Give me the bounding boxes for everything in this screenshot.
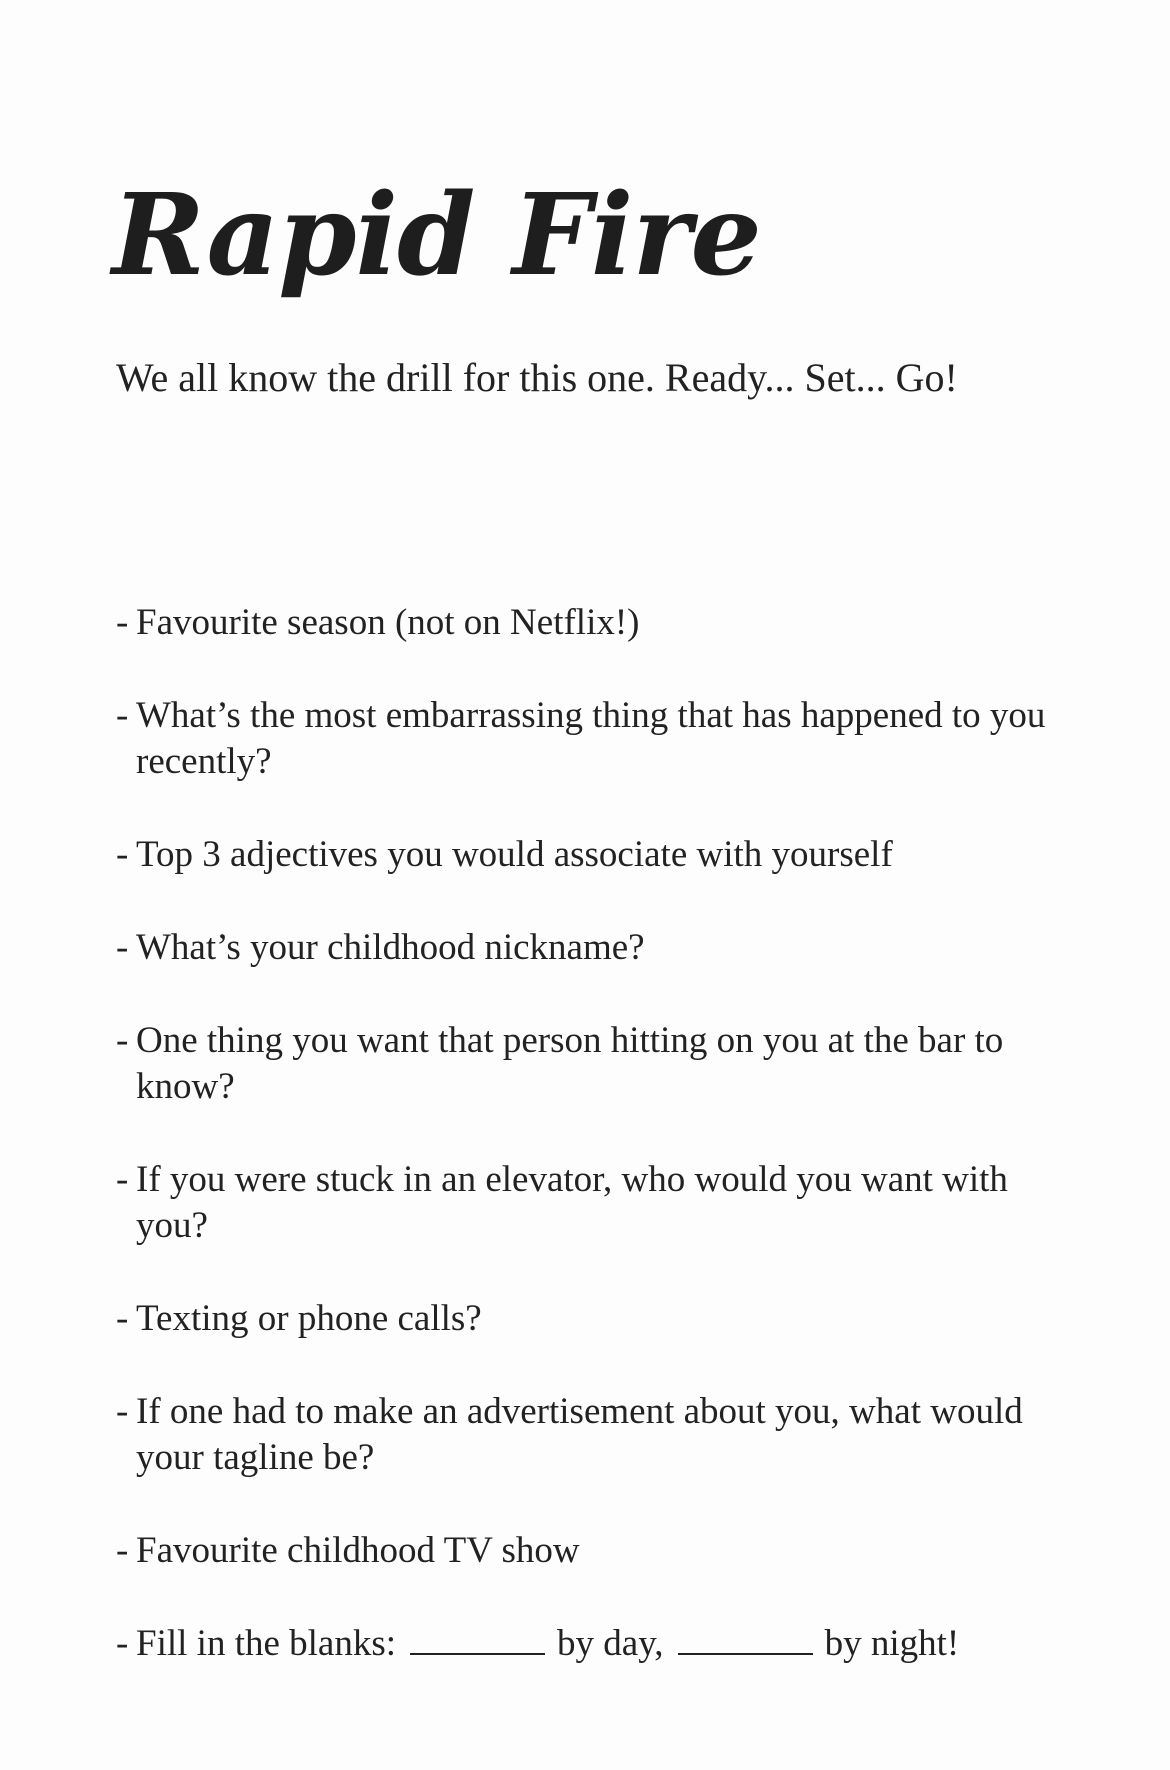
list-item — [116, 1018, 1066, 1110]
list-item — [116, 693, 1066, 785]
list-dash: - — [116, 695, 129, 736]
question-text: What’s the most embarrassing thing that has happened to you recently? — [136, 695, 1046, 782]
list-dash: - — [116, 927, 129, 968]
list-item — [116, 600, 1066, 646]
list-item-fill-in — [116, 1621, 1066, 1667]
list-dash: - — [116, 1530, 129, 1571]
list-item — [116, 1296, 1066, 1342]
list-item — [116, 925, 1066, 971]
list-dash: - — [116, 834, 129, 875]
question-list — [116, 600, 1066, 1714]
fill-in-prefix: Fill in the blanks: — [136, 1623, 397, 1664]
question-text: If you were stuck in an elevator, who would you want with you? — [136, 1159, 1008, 1246]
list-item — [116, 832, 1066, 878]
list-item — [116, 1389, 1066, 1481]
fill-in-middle: by day, — [557, 1623, 664, 1664]
list-item — [116, 1528, 1066, 1574]
fill-in-suffix: by night! — [824, 1623, 960, 1664]
question-text: Favourite season (not on Netflix!) — [136, 602, 640, 643]
blank-line-day — [410, 1623, 545, 1655]
page-title: Rapid Fire — [112, 170, 761, 301]
question-text: One thing you want that person hitting on you at the bar to know? — [136, 1020, 1004, 1107]
list-dash: - — [116, 1020, 129, 1061]
list-dash: - — [116, 1298, 129, 1339]
list-dash: - — [116, 602, 129, 643]
list-item — [116, 1157, 1066, 1249]
question-text: Texting or phone calls? — [136, 1298, 482, 1339]
list-dash: - — [116, 1391, 129, 1432]
question-text: Favourite childhood TV show — [136, 1530, 580, 1571]
question-text: If one had to make an advertisement about you, what would your tagline be? — [136, 1391, 1023, 1478]
question-text: What’s your childhood nickname? — [136, 927, 645, 968]
fill-in-text — [136, 1621, 1066, 1667]
list-dash: - — [116, 1623, 129, 1664]
list-dash: - — [116, 1159, 129, 1200]
blank-line-night — [678, 1623, 813, 1655]
page-subtitle: We all know the drill for this one. Ready... Set... Go! — [116, 355, 958, 400]
question-text: Top 3 adjectives you would associate with yourself — [136, 834, 893, 875]
